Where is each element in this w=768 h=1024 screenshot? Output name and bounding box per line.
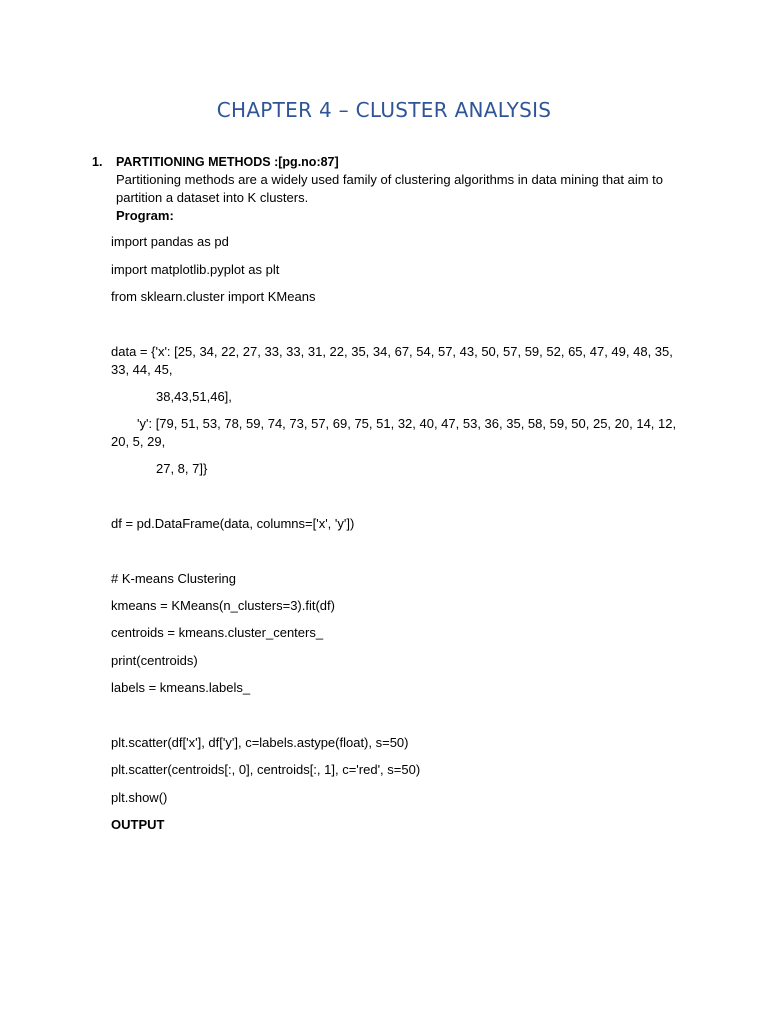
section-intro-paragraph: Partitioning methods are a widely used family of clustering algorithms in data mining that aim to partition a dataset into K clusters. (116, 172, 663, 205)
code-line: data = {'x': [25, 34, 22, 27, 33, 33, 31, 22, 35, 34, 67, 54, 57, 43, 50, 57, 59, 52, 65, 47, 49, 48, 35, 33, 44, 45, (111, 344, 677, 377)
code-line: kmeans = KMeans(n_clusters=3).fit(df) (111, 598, 335, 613)
program-label: Program: (116, 208, 174, 223)
code-line (111, 415, 686, 451)
section-heading-text: PARTITIONING METHODS :[pg.no:87] (116, 155, 339, 169)
output-label: OUTPUT (111, 817, 165, 832)
code-line: 27, 8, 7]} (156, 461, 208, 476)
chapter-title: CHAPTER 4 – CLUSTER ANALYSIS (216, 98, 552, 122)
code-comment: # K-means Clustering (111, 571, 236, 586)
code-line: labels = kmeans.labels_ (111, 680, 251, 695)
code-line: df = pd.DataFrame(data, columns=['x', 'y']) (111, 516, 355, 531)
code-line: plt.scatter(centroids[:, 0], centroids[:, 1], c='red', s=50) (111, 762, 421, 777)
code-line: plt.scatter(df['x'], df['y'], c=labels.astype(float), s=50) (111, 735, 409, 750)
code-line-text: 'y': [79, 51, 53, 78, 59, 74, 73, 57, 69, 75, 51, 32, 40, 47, 53, 36, 35, 58, 59, 50, 25, 20, 14, 12, 20, 5, 29, (111, 416, 680, 449)
code-line: 38,43,51,46], (156, 389, 232, 404)
section-number: 1. (92, 155, 103, 169)
code-line: from sklearn.cluster import KMeans (111, 289, 316, 304)
code-line: centroids = kmeans.cluster_centers_ (111, 625, 324, 640)
code-line: plt.show() (111, 790, 168, 805)
code-line: import pandas as pd (111, 234, 229, 249)
code-line: import matplotlib.pyplot as plt (111, 262, 280, 277)
code-line: print(centroids) (111, 653, 198, 668)
